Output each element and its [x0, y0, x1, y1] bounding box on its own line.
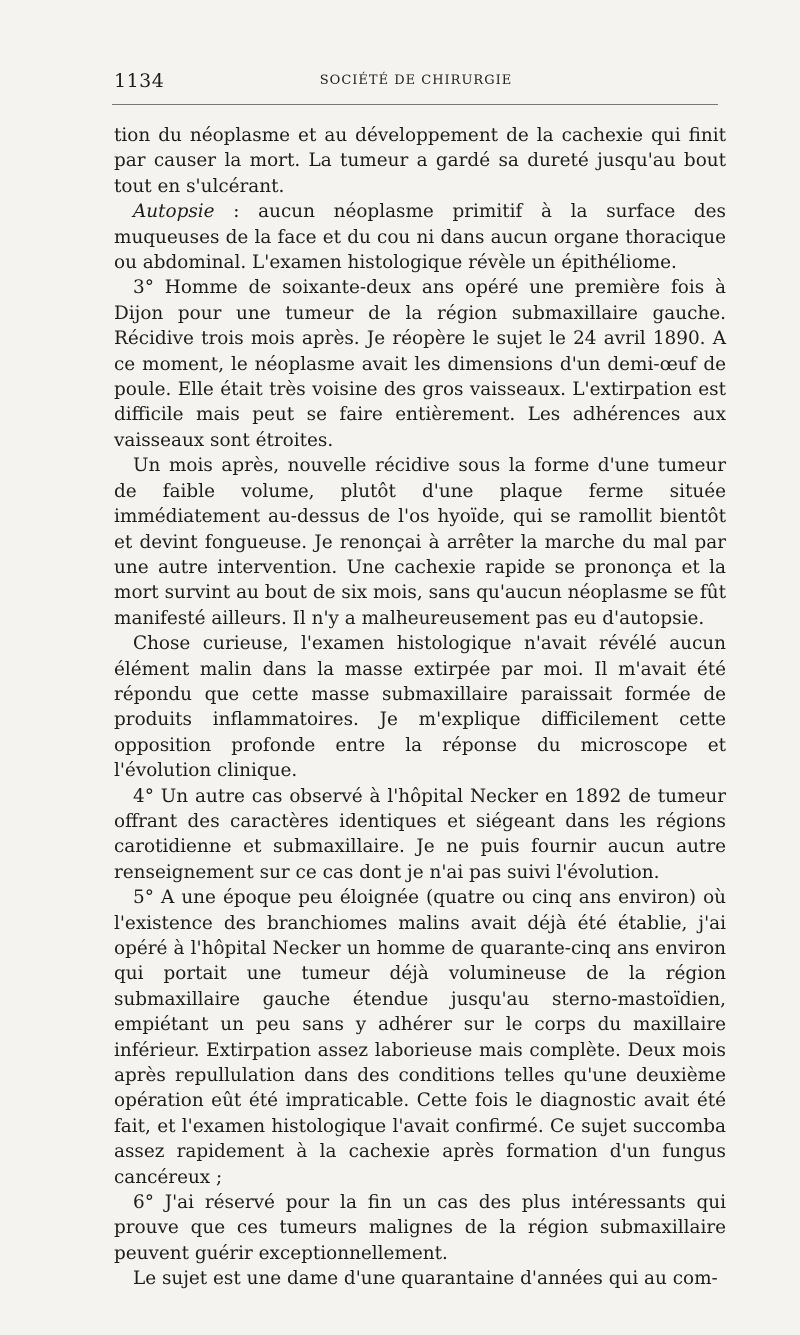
body-text [114, 123, 726, 1292]
autopsie-label: Autopsie [133, 201, 215, 223]
paragraph-case-6: 6° J'ai réservé pour la fin un cas des plus intéressants qui prouve que ces tumeurs malignes de la région submaxillaire peuvent guérir exceptionnellement. [114, 1192, 726, 1264]
paragraph-autopsie [114, 199, 726, 275]
page-number: 1134 [114, 70, 165, 92]
autopsie-text: : aucun néoplasme primitif à la surface des muqueuses de la face et du cou ni dans aucun organe thoracique ou abdominal. L'examen histologique révèle un épithéliome. [114, 201, 726, 274]
paragraph-case-4: 4° Un autre cas observé à l'hôpital Necker en 1892 de tumeur offrant des caractères identiques et siégeant dans les régions carotidienne et submaxillaire. Je ne puis fournir aucun autre renseignement sur ce cas dont je n'ai pas suivi l'évolution. [114, 785, 726, 883]
paragraph-case-3: 3° Homme de soixante-deux ans opéré une première fois à Dijon pour une tumeur de la région submaxillaire gauche. Récidive trois mois après. Je réopère le sujet le 24 avril 1890. A ce moment, le néoplasme avait les dimensions d'un demi-œuf de poule. Elle était très voisine des gros vaisseaux. L'extirpation est difficile mais peut se faire entièrement. Les adhérences aux vaisseaux sont étroites. [114, 277, 726, 451]
paragraph-recidive: Un mois après, nouvelle récidive sous la forme d'une tumeur de faible volume, plutôt d'une plaque ferme située immédiatement au-dessus de l'os hyoïde, qui se ramollit bientôt et devint fongueuse. Je renonçai à arrêter la marche du mal par une autre intervention. Une cachexie rapide se prononça et la mort survint au bout de six mois, sans qu'aucun néoplasme se fût manifesté ailleurs. Il n'y a malheureusement pas eu d'autopsie. [114, 455, 726, 629]
page-header [114, 70, 718, 94]
header-rule [112, 104, 718, 105]
paragraph-histology: Chose curieuse, l'examen histologique n'avait révélé aucun élément malin dans la masse extirpée par moi. Il m'avait été répondu que cette masse submaxillaire paraissait formée de produits inflammatoires. Je m'explique difficilement cette opposition profonde entre la réponse du microscope et l'évolution clinique. [114, 633, 726, 782]
paragraph-continuation: tion du néoplasme et au développement de la cachexie qui finit par causer la mort. La tumeur a gardé sa dureté jusqu'au bout tout en s'ulcérant. [114, 125, 726, 197]
paragraph-case-5: 5° A une époque peu éloignée (quatre ou cinq ans environ) où l'existence des branchiomes malins avait déjà été établie, j'ai opéré à l'hôpital Necker un homme de quarante-cinq ans environ qui portait une tumeur déjà volumineuse de la région submaxillaire gauche étendue jusqu'au sterno-mastoïdien, empiétant un peu sans y adhérer sur le corps du maxillaire inférieur. Extirpation assez laborieuse mais complète. Deux mois après repullulation dans des conditions telles qu'une deuxième opération eût été impraticable. Cette fois le diagnostic avait été fait, et l'examen histologique l'avait confirmé. Ce sujet succomba assez rapidement à la cachexie après formation d'un fungus cancéreux ; [114, 887, 726, 1188]
paragraph-final: Le sujet est une dame d'une quarantaine d'années qui au com- [133, 1268, 718, 1290]
running-title: SOCIÉTÉ DE CHIRURGIE [319, 73, 513, 88]
